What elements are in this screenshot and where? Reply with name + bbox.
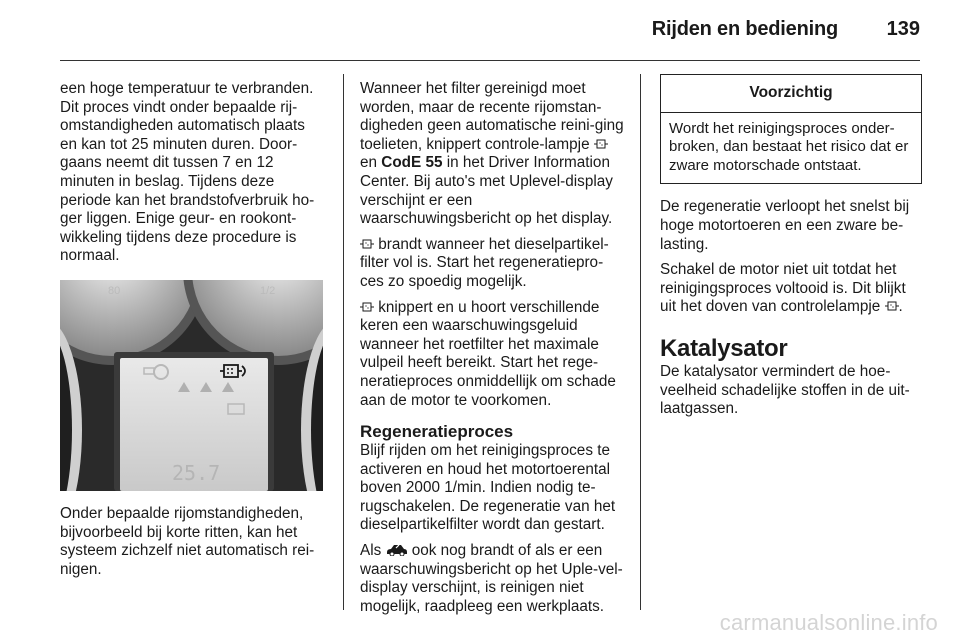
column-3: [660, 74, 922, 426]
section-heading: Katalysator: [660, 334, 788, 362]
paragraph: Wanneer het filter gereinigd moet worden, maar de recente rijomstan-digheden geen automatische reini-ging toelieten, knippert controle-lampje en CodE 55 in het Driver Information Center. Bij auto's met Uplevel-display verschijnt er een waarschuwingsbericht op het display.: [360, 80, 624, 228]
paragraph: Onder bepaalde rijomstandigheden, bijvoorbeeld bij korte ritten, kan het systeem zichzelf niet automatisch rei-nigen.: [60, 504, 315, 578]
display-value: 25.7: [172, 460, 221, 485]
page-title: Rijden en bediening: [651, 18, 838, 40]
dpf-warning-icon: [360, 238, 374, 250]
paragraph: Als ook nog brandt of als er een waarschuwingsbericht op het Uple-vel-display verschijnt, is reinigen niet mogelijk, raadpleeg een werkplaats.: [360, 542, 623, 615]
service-vehicle-icon: [386, 544, 408, 556]
gauge-label-left: 80: [108, 284, 121, 297]
paragraph: Blijf rijden om het reinigingsproces te activeren en houd het motortoerental boven 2000 1/min. Indien nodig te-rugschakelen. De regeneratie van het dieselpartikelfilter wordt dan gestart.: [360, 442, 616, 534]
dpf-warning-icon: [885, 300, 899, 312]
paragraph: brandt wanneer het dieselpartikel-filter vol is. Start het regeneratiepro-ces zo spoedig mogelijk.: [360, 235, 609, 290]
header-rule: [60, 60, 920, 61]
dpf-warning-icon: [360, 301, 374, 313]
instrument-cluster-figure: [60, 280, 323, 491]
column-divider: [343, 74, 344, 610]
paragraph: knippert en u hoort verschillende keren een waarschuwingsgeluid wanneer het roetfilter het maximale vulpeil heeft bereikt. Start het rege-neratieproces onmiddellijk om schade aan de motor te voorkomen.: [360, 298, 616, 409]
paragraph: een hoge temperatuur te verbranden. Dit proces vindt onder bepaalde rij-omstandigheden automatisch plaats en kan tot 25 minuten duren. Door-gaans neemt dit tussen 7 en 12 minuten in beslag. Tijdens deze periode kan het brandstofverbruik ho-ger liggen. Enige geur- en rookont-wikkeling tijdens deze procedure is normaal.: [60, 80, 315, 265]
section-heading: Regeneratieproces: [360, 422, 514, 442]
paragraph: De regeneratie verloopt het snelst bij hoge motortoeren en een zware be-lasting.: [660, 198, 910, 253]
caution-box: [660, 74, 922, 184]
instrument-cluster-illustration: [60, 280, 323, 491]
caution-title: Voorzichtig: [661, 75, 921, 113]
paragraph: De katalysator vermindert de hoe-veelheid schadelijke stoffen in de uit-laatgassen.: [660, 362, 910, 418]
column-2: [360, 80, 625, 623]
code-label: CodE 55: [381, 154, 443, 172]
page-number: 139: [886, 18, 920, 40]
paragraph: Schakel de motor niet uit totdat het reinigingsproces voltooid is. Dit blijkt uit het doven van controlelampje .: [660, 261, 906, 316]
column-1: [60, 80, 326, 586]
column-divider: [640, 74, 641, 610]
watermark: carmanualsonline.info: [719, 610, 938, 635]
caution-text: Wordt het reinigingsproces onder-broken, dan bestaat het risico dat er zware motorschade ontstaat.: [669, 119, 909, 174]
dpf-warning-icon: [594, 138, 608, 150]
gauge-label-right: 1/2: [260, 284, 276, 297]
page-header: [60, 18, 920, 48]
